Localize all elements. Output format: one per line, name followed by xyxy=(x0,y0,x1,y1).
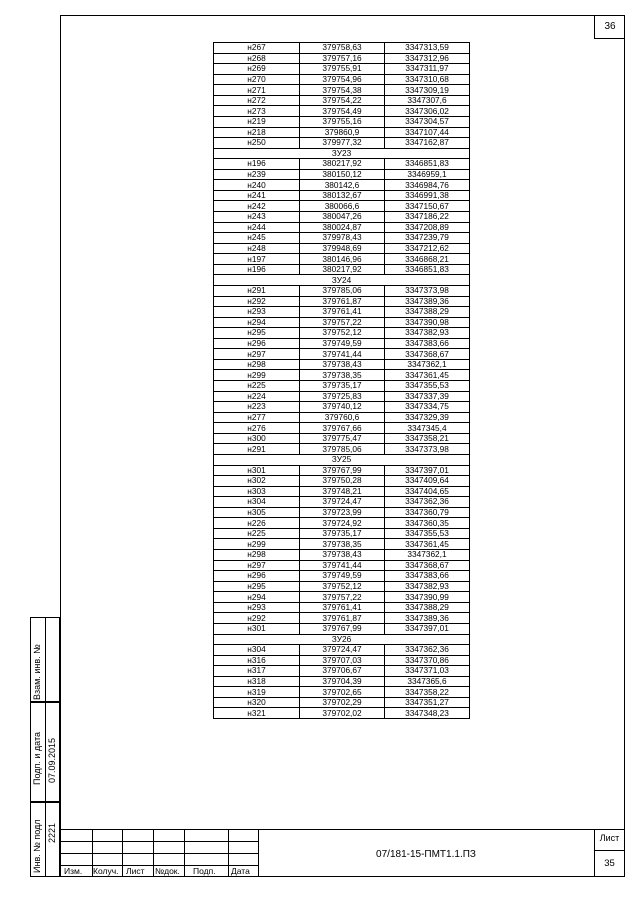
coord-y: 3346851,83 xyxy=(385,264,470,275)
table-row xyxy=(214,476,470,487)
point-id: н244 xyxy=(214,222,300,233)
table-row xyxy=(214,402,470,413)
table-row xyxy=(214,159,470,170)
coord-x: 379767,66 xyxy=(300,423,385,434)
coord-x: 379752,12 xyxy=(300,328,385,339)
table-row xyxy=(214,539,470,550)
coord-x: 380217,92 xyxy=(300,159,385,170)
section-header-row xyxy=(214,454,470,465)
table-row xyxy=(214,243,470,254)
table-row xyxy=(214,74,470,85)
coord-y: 3347307,6 xyxy=(385,95,470,106)
coord-y: 3347361,45 xyxy=(385,539,470,550)
coord-x: 379948,69 xyxy=(300,243,385,254)
coord-y: 3347404,65 xyxy=(385,486,470,497)
point-id: н316 xyxy=(214,655,300,666)
point-id: н294 xyxy=(214,592,300,603)
podp-label: Подп. и дата xyxy=(32,731,42,785)
coord-y: 3347329,39 xyxy=(385,412,470,423)
point-id: н300 xyxy=(214,433,300,444)
table-row xyxy=(214,95,470,106)
coord-x: 380066,6 xyxy=(300,201,385,212)
coord-x: 379754,38 xyxy=(300,85,385,96)
coord-y: 3347361,45 xyxy=(385,370,470,381)
coord-x: 379724,92 xyxy=(300,518,385,529)
coordinates-table xyxy=(213,42,470,719)
point-id: н241 xyxy=(214,190,300,201)
table-row xyxy=(214,138,470,149)
point-id: н268 xyxy=(214,53,300,64)
side-stamp-vzam xyxy=(30,617,60,702)
coord-x: 380150,12 xyxy=(300,169,385,180)
table-row xyxy=(214,349,470,360)
table-row xyxy=(214,127,470,138)
point-id: н267 xyxy=(214,43,300,54)
point-id: н291 xyxy=(214,285,300,296)
coord-x: 380132,67 xyxy=(300,190,385,201)
coord-x: 379754,49 xyxy=(300,106,385,117)
table-row xyxy=(214,550,470,561)
table-row xyxy=(214,212,470,223)
point-id: н292 xyxy=(214,296,300,307)
point-id: н196 xyxy=(214,264,300,275)
col-data-label: Дата xyxy=(231,866,250,876)
table-row xyxy=(214,43,470,54)
coord-y: 3347362,36 xyxy=(385,645,470,656)
section-header-row xyxy=(214,148,470,159)
inv-label: Инв. № подл xyxy=(32,819,42,873)
table-row xyxy=(214,528,470,539)
table-row xyxy=(214,317,470,328)
coord-x: 379724,47 xyxy=(300,645,385,656)
point-id: н240 xyxy=(214,180,300,191)
podp-date: 07.09.2015 xyxy=(47,737,57,783)
table-row xyxy=(214,381,470,392)
coord-y: 3347388,29 xyxy=(385,602,470,613)
table-row xyxy=(214,222,470,233)
coord-x: 379761,41 xyxy=(300,602,385,613)
coord-y: 3347362,36 xyxy=(385,497,470,508)
coord-x: 380024,87 xyxy=(300,222,385,233)
table-row xyxy=(214,285,470,296)
table-row xyxy=(214,444,470,455)
coord-y: 3347371,03 xyxy=(385,666,470,677)
table-row xyxy=(214,180,470,191)
table-row xyxy=(214,497,470,508)
coord-x: 379767,99 xyxy=(300,465,385,476)
table-row xyxy=(214,296,470,307)
coord-y: 3347383,66 xyxy=(385,338,470,349)
coord-y: 3346851,83 xyxy=(385,159,470,170)
coord-y: 3347310,68 xyxy=(385,74,470,85)
coord-x: 379757,22 xyxy=(300,317,385,328)
table-row xyxy=(214,560,470,571)
coord-y: 3347107,44 xyxy=(385,127,470,138)
point-id: н295 xyxy=(214,328,300,339)
coord-x: 379758,63 xyxy=(300,43,385,54)
vzam-label: Взам. инв. № xyxy=(32,644,42,700)
point-id: н245 xyxy=(214,233,300,244)
section-title: ЗУ26 xyxy=(214,634,470,645)
table-row xyxy=(214,85,470,96)
coord-y: 3347239,79 xyxy=(385,233,470,244)
page-number: 36 xyxy=(594,15,625,39)
col-ndok-label: №док. xyxy=(155,866,180,876)
coord-x: 379735,17 xyxy=(300,528,385,539)
coord-x: 379735,17 xyxy=(300,381,385,392)
table-row xyxy=(214,465,470,476)
table-row xyxy=(214,106,470,117)
col-izm-label: Изм. xyxy=(64,866,83,876)
point-id: н305 xyxy=(214,507,300,518)
table-row xyxy=(214,708,470,719)
table-row xyxy=(214,370,470,381)
table-row xyxy=(214,676,470,687)
point-id: н320 xyxy=(214,697,300,708)
table-row xyxy=(214,391,470,402)
coord-x: 379706,67 xyxy=(300,666,385,677)
section-header-row xyxy=(214,634,470,645)
point-id: н196 xyxy=(214,159,300,170)
point-id: н250 xyxy=(214,138,300,149)
coord-y: 3347390,99 xyxy=(385,592,470,603)
coord-x: 380142,6 xyxy=(300,180,385,191)
point-id: н225 xyxy=(214,528,300,539)
coord-y: 3347150,67 xyxy=(385,201,470,212)
coord-y: 3347337,39 xyxy=(385,391,470,402)
point-id: н304 xyxy=(214,645,300,656)
coord-y: 3347358,21 xyxy=(385,433,470,444)
coord-y: 3347389,36 xyxy=(385,296,470,307)
table-row xyxy=(214,687,470,698)
point-id: н294 xyxy=(214,317,300,328)
coord-y: 3347345,4 xyxy=(385,423,470,434)
point-id: н296 xyxy=(214,338,300,349)
coord-y: 3347348,23 xyxy=(385,708,470,719)
point-id: н271 xyxy=(214,85,300,96)
coord-x: 379702,65 xyxy=(300,687,385,698)
table-row xyxy=(214,486,470,497)
coord-y: 3346984,76 xyxy=(385,180,470,191)
coord-x: 379761,87 xyxy=(300,296,385,307)
sheet-label: Лист xyxy=(599,833,620,843)
coord-y: 3347360,79 xyxy=(385,507,470,518)
point-id: н318 xyxy=(214,676,300,687)
coord-x: 379760,6 xyxy=(300,412,385,423)
point-id: н299 xyxy=(214,539,300,550)
table-row xyxy=(214,623,470,634)
coord-x: 379978,43 xyxy=(300,233,385,244)
table-row xyxy=(214,53,470,64)
coord-x: 379738,43 xyxy=(300,550,385,561)
point-id: н298 xyxy=(214,359,300,370)
coord-y: 3347313,59 xyxy=(385,43,470,54)
coord-x: 379757,22 xyxy=(300,592,385,603)
coord-x: 379723,99 xyxy=(300,507,385,518)
coord-y: 3347382,93 xyxy=(385,581,470,592)
point-id: н243 xyxy=(214,212,300,223)
point-id: н298 xyxy=(214,550,300,561)
table-row xyxy=(214,423,470,434)
table-row xyxy=(214,328,470,339)
coord-y: 3347388,29 xyxy=(385,307,470,318)
coord-y: 3347389,36 xyxy=(385,613,470,624)
table-row xyxy=(214,359,470,370)
coord-y: 3346991,38 xyxy=(385,190,470,201)
point-id: н291 xyxy=(214,444,300,455)
coord-y: 3347365,6 xyxy=(385,676,470,687)
section-title: ЗУ24 xyxy=(214,275,470,286)
coord-x: 379754,96 xyxy=(300,74,385,85)
coord-y: 3346868,21 xyxy=(385,254,470,265)
coord-y: 3347368,67 xyxy=(385,349,470,360)
coord-x: 380217,92 xyxy=(300,264,385,275)
coord-y: 3347368,67 xyxy=(385,560,470,571)
coord-x: 379740,12 xyxy=(300,402,385,413)
coord-y: 3347383,66 xyxy=(385,571,470,582)
point-id: н224 xyxy=(214,391,300,402)
point-id: н270 xyxy=(214,74,300,85)
coord-x: 379754,22 xyxy=(300,95,385,106)
coord-x: 379761,41 xyxy=(300,307,385,318)
table-row xyxy=(214,571,470,582)
coord-y: 3347351,27 xyxy=(385,697,470,708)
table-row xyxy=(214,697,470,708)
coord-y: 3347358,22 xyxy=(385,687,470,698)
coord-x: 380146,96 xyxy=(300,254,385,265)
coord-x: 379704,39 xyxy=(300,676,385,687)
coord-x: 379741,44 xyxy=(300,560,385,571)
table-row xyxy=(214,254,470,265)
point-id: н304 xyxy=(214,497,300,508)
point-id: н248 xyxy=(214,243,300,254)
point-id: н292 xyxy=(214,613,300,624)
table-row xyxy=(214,518,470,529)
table-row xyxy=(214,655,470,666)
table-row xyxy=(214,233,470,244)
coord-y: 3347355,53 xyxy=(385,381,470,392)
col-podp-label: Подп. xyxy=(193,866,216,876)
coord-y: 3347382,93 xyxy=(385,328,470,339)
point-id: н269 xyxy=(214,64,300,75)
table-row xyxy=(214,581,470,592)
point-id: н226 xyxy=(214,518,300,529)
coord-y: 3347304,57 xyxy=(385,116,470,127)
point-id: н299 xyxy=(214,370,300,381)
coord-x: 379785,06 xyxy=(300,285,385,296)
coord-x: 379977,32 xyxy=(300,138,385,149)
coord-y: 3347362,1 xyxy=(385,550,470,561)
point-id: н317 xyxy=(214,666,300,677)
document-code: 07/181-15-ПМТ1.1.ПЗ xyxy=(376,848,476,860)
coord-x: 379757,16 xyxy=(300,53,385,64)
coord-x: 379755,16 xyxy=(300,116,385,127)
table-row xyxy=(214,201,470,212)
coord-y: 3347162,87 xyxy=(385,138,470,149)
point-id: н239 xyxy=(214,169,300,180)
coord-x: 379752,12 xyxy=(300,581,385,592)
point-id: н276 xyxy=(214,423,300,434)
coord-x: 379749,59 xyxy=(300,338,385,349)
coord-x: 379775,47 xyxy=(300,433,385,444)
coord-x: 379749,59 xyxy=(300,571,385,582)
coord-y: 3346959,1 xyxy=(385,169,470,180)
coord-y: 3347397,01 xyxy=(385,623,470,634)
table-row xyxy=(214,666,470,677)
coord-x: 379761,87 xyxy=(300,613,385,624)
point-id: н297 xyxy=(214,349,300,360)
point-id: н296 xyxy=(214,571,300,582)
coord-x: 379738,35 xyxy=(300,370,385,381)
table-row xyxy=(214,602,470,613)
coord-y: 3347373,98 xyxy=(385,444,470,455)
coord-x: 379750,28 xyxy=(300,476,385,487)
coord-y: 3347186,22 xyxy=(385,212,470,223)
section-title: ЗУ23 xyxy=(214,148,470,159)
coord-y: 3347208,89 xyxy=(385,222,470,233)
coord-x: 379785,06 xyxy=(300,444,385,455)
coord-x: 379767,99 xyxy=(300,623,385,634)
point-id: н302 xyxy=(214,476,300,487)
point-id: н225 xyxy=(214,381,300,392)
table-row xyxy=(214,264,470,275)
point-id: н218 xyxy=(214,127,300,138)
coord-x: 379702,02 xyxy=(300,708,385,719)
point-id: н303 xyxy=(214,486,300,497)
table-row xyxy=(214,169,470,180)
section-header-row xyxy=(214,275,470,286)
point-id: н219 xyxy=(214,116,300,127)
coord-y: 3347309,19 xyxy=(385,85,470,96)
table-row xyxy=(214,116,470,127)
point-id: н301 xyxy=(214,465,300,476)
table-row xyxy=(214,64,470,75)
coord-y: 3347409,64 xyxy=(385,476,470,487)
col-list-label: Лист xyxy=(126,866,145,876)
point-id: н293 xyxy=(214,602,300,613)
point-id: н321 xyxy=(214,708,300,719)
coord-x: 380047,26 xyxy=(300,212,385,223)
table-row xyxy=(214,190,470,201)
coord-y: 3347390,98 xyxy=(385,317,470,328)
coord-x: 379707,03 xyxy=(300,655,385,666)
point-id: н301 xyxy=(214,623,300,634)
coord-x: 379738,35 xyxy=(300,539,385,550)
side-stamp-podp xyxy=(30,702,60,802)
table-row xyxy=(214,338,470,349)
side-stamp-inv xyxy=(30,802,60,877)
col-koluch-label: Колуч. xyxy=(93,866,119,876)
point-id: н242 xyxy=(214,201,300,212)
coord-y: 3347370,86 xyxy=(385,655,470,666)
coord-y: 3347397,01 xyxy=(385,465,470,476)
coord-y: 3347355,53 xyxy=(385,528,470,539)
point-id: н223 xyxy=(214,402,300,413)
coord-x: 379725,83 xyxy=(300,391,385,402)
title-block xyxy=(60,829,625,877)
point-id: н272 xyxy=(214,95,300,106)
coord-x: 379860,9 xyxy=(300,127,385,138)
section-title: ЗУ25 xyxy=(214,454,470,465)
coord-y: 3347306,02 xyxy=(385,106,470,117)
coord-x: 379702,29 xyxy=(300,697,385,708)
point-id: н293 xyxy=(214,307,300,318)
table-row xyxy=(214,307,470,318)
coord-y: 3347362,1 xyxy=(385,359,470,370)
point-id: н297 xyxy=(214,560,300,571)
table-row xyxy=(214,507,470,518)
inv-value: 2221 xyxy=(47,822,57,843)
sheet-number: 35 xyxy=(604,858,615,869)
coord-x: 379741,44 xyxy=(300,349,385,360)
coord-x: 379738,43 xyxy=(300,359,385,370)
point-id: н197 xyxy=(214,254,300,265)
coord-y: 3347312,96 xyxy=(385,53,470,64)
point-id: н273 xyxy=(214,106,300,117)
coord-x: 379748,21 xyxy=(300,486,385,497)
point-id: н277 xyxy=(214,412,300,423)
coord-y: 3347373,98 xyxy=(385,285,470,296)
coord-y: 3347212,62 xyxy=(385,243,470,254)
table-row xyxy=(214,592,470,603)
coord-x: 379755,91 xyxy=(300,64,385,75)
table-row xyxy=(214,412,470,423)
coord-y: 3347360,35 xyxy=(385,518,470,529)
table-row xyxy=(214,645,470,656)
point-id: н319 xyxy=(214,687,300,698)
table-row xyxy=(214,433,470,444)
table-row xyxy=(214,613,470,624)
coord-y: 3347334,75 xyxy=(385,402,470,413)
coord-y: 3347311,97 xyxy=(385,64,470,75)
coord-x: 379724,47 xyxy=(300,497,385,508)
point-id: н295 xyxy=(214,581,300,592)
